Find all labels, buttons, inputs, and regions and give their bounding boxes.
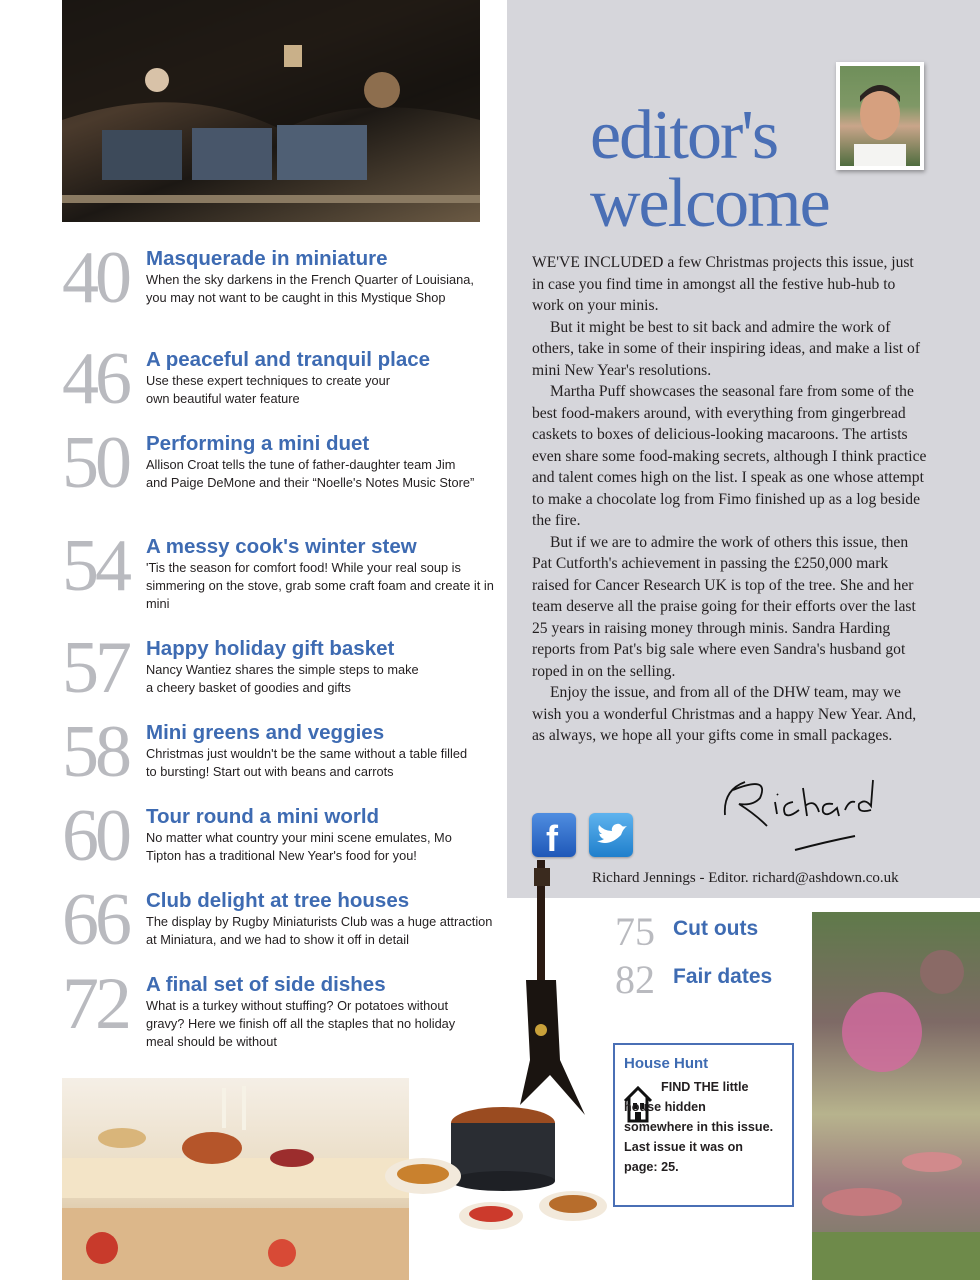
letter-paragraph: Enjoy the issue, and from all of the DHW team, may we wish you a wonderful Christmas and a happy New Year. And, as always, we hope all your gifts come in small packages. [532,684,917,744]
article-description: Nancy Wantiez shares the simple steps to make a cheery basket of goodies and gifts [146,662,419,695]
article-description: The display by Rugby Miniaturists Club was a huge attraction at Miniatura, and we had to show it off in detail [146,914,493,947]
article-description: Christmas just wouldn't be the same without a table filled to bursting! Start out with beans and carrots [146,746,468,779]
page-number: 50 [62,422,128,504]
article-description: No matter what country your mini scene emulates, Mo Tipton has a traditional New Year's food for you! [146,830,452,863]
article-description: When the sky darkens in the French Quarter of Louisiana, you may not want to be caught in this Mystique Shop [146,272,474,305]
article-title: Fair dates [673,965,773,988]
fairy-garden-photo [812,912,980,1280]
house-hunt-title: House Hunt [624,1055,709,1072]
svg-text:f: f [546,818,558,857]
article-description: Allison Croat tells the tune of father-daughter team Jim and Paige DeMone and their “Noelle's Notes Music Store” [146,457,475,490]
page-number: 46 [62,338,128,420]
editor-letter [532,252,928,747]
house-hunt-box [613,1043,794,1207]
house-hunt-text: FIND THE little house hidden somewhere in this issue. Last issue it was on page: 25. [624,1080,774,1174]
letter-paragraph: Martha Puff showcases the seasonal fare from some of the best food-makers around, with everything from gingerbread caskets to boxes of delicious-looking macaroons. The artists even share some food-making secrets, although I think practice and talent comes high on the list. I speak as one whose attempt to make a chocolate log from Fimo finished up as a log beside the fire. [532,383,927,529]
facebook-icon[interactable] [532,813,576,857]
article-description: 'Tis the season for comfort food! While your real soup is simmering on the stove, grab some craft foam and create it in mini [146,560,494,611]
page-number: 82 [615,957,655,1002]
page-number: 66 [62,879,128,961]
article-title: Cut outs [673,917,759,940]
article-title: A peaceful and tranquil place [146,348,431,371]
letter-paragraph: But it might be best to sit back and admire the work of others, take in some of their inspiring ideas, and make a list of mini New Year's resolutions. [532,318,921,379]
holiday-table-photo [62,1078,409,1280]
letter-paragraph: WE'VE INCLUDED a few Christmas projects this issue, just in case you find time in amongst all the festive hub-hub to work on your minis. [532,254,914,314]
stew-pot-illustration [383,1098,613,1238]
heading-line-2: welcome [590,165,829,242]
twitter-icon[interactable] [589,813,633,857]
editor-signature [715,770,895,860]
mine-scene-illustration [62,0,480,222]
guitar-illustration [490,860,590,1120]
article-title: Performing a mini duet [146,432,370,455]
page-number: 72 [62,963,128,1045]
article-title: Tour round a mini world [146,805,380,828]
letter-paragraph: But if we are to admire the work of others this issue, then Pat Cutforth's achievement in passing the £250,000 mark raised for Cancer Research UK is top of the tree. She and her team deserve all the praise going for their efforts over the last 25 years in raising money through minis. Sandra Harding reports from Pat's big sale where even Sandra's husband got roped in on the selling. [532,533,916,680]
article-title: A final set of side dishes [146,973,386,996]
fairy-garden-illustration [812,912,980,1280]
page-number: 57 [62,627,128,709]
editor-welcome-heading [590,97,890,242]
article-title: A messy cook's winter stew [146,535,417,558]
page-number: 60 [62,795,128,877]
mine-scene-photo [62,0,480,222]
article-description: What is a turkey without stuffing? Or potatoes without gravy? Here we finish off all the staples that no holiday meal should be without [146,998,456,1049]
page-number: 58 [62,711,128,793]
editor-signoff: Richard Jennings - Editor. richard@ashdown.co.uk [592,870,899,886]
page-number: 40 [62,237,128,319]
article-title: Masquerade in miniature [146,247,388,270]
holiday-table-illustration [62,1078,409,1280]
page-number: 54 [62,525,128,607]
article-description: Use these expert techniques to create your own beautiful water feature [146,373,390,406]
page-number: 75 [615,909,655,954]
article-title: Club delight at tree houses [146,889,410,912]
heading-line-1: editor's [590,97,778,174]
article-title: Happy holiday gift basket [146,637,395,660]
article-title: Mini greens and veggies [146,721,385,744]
